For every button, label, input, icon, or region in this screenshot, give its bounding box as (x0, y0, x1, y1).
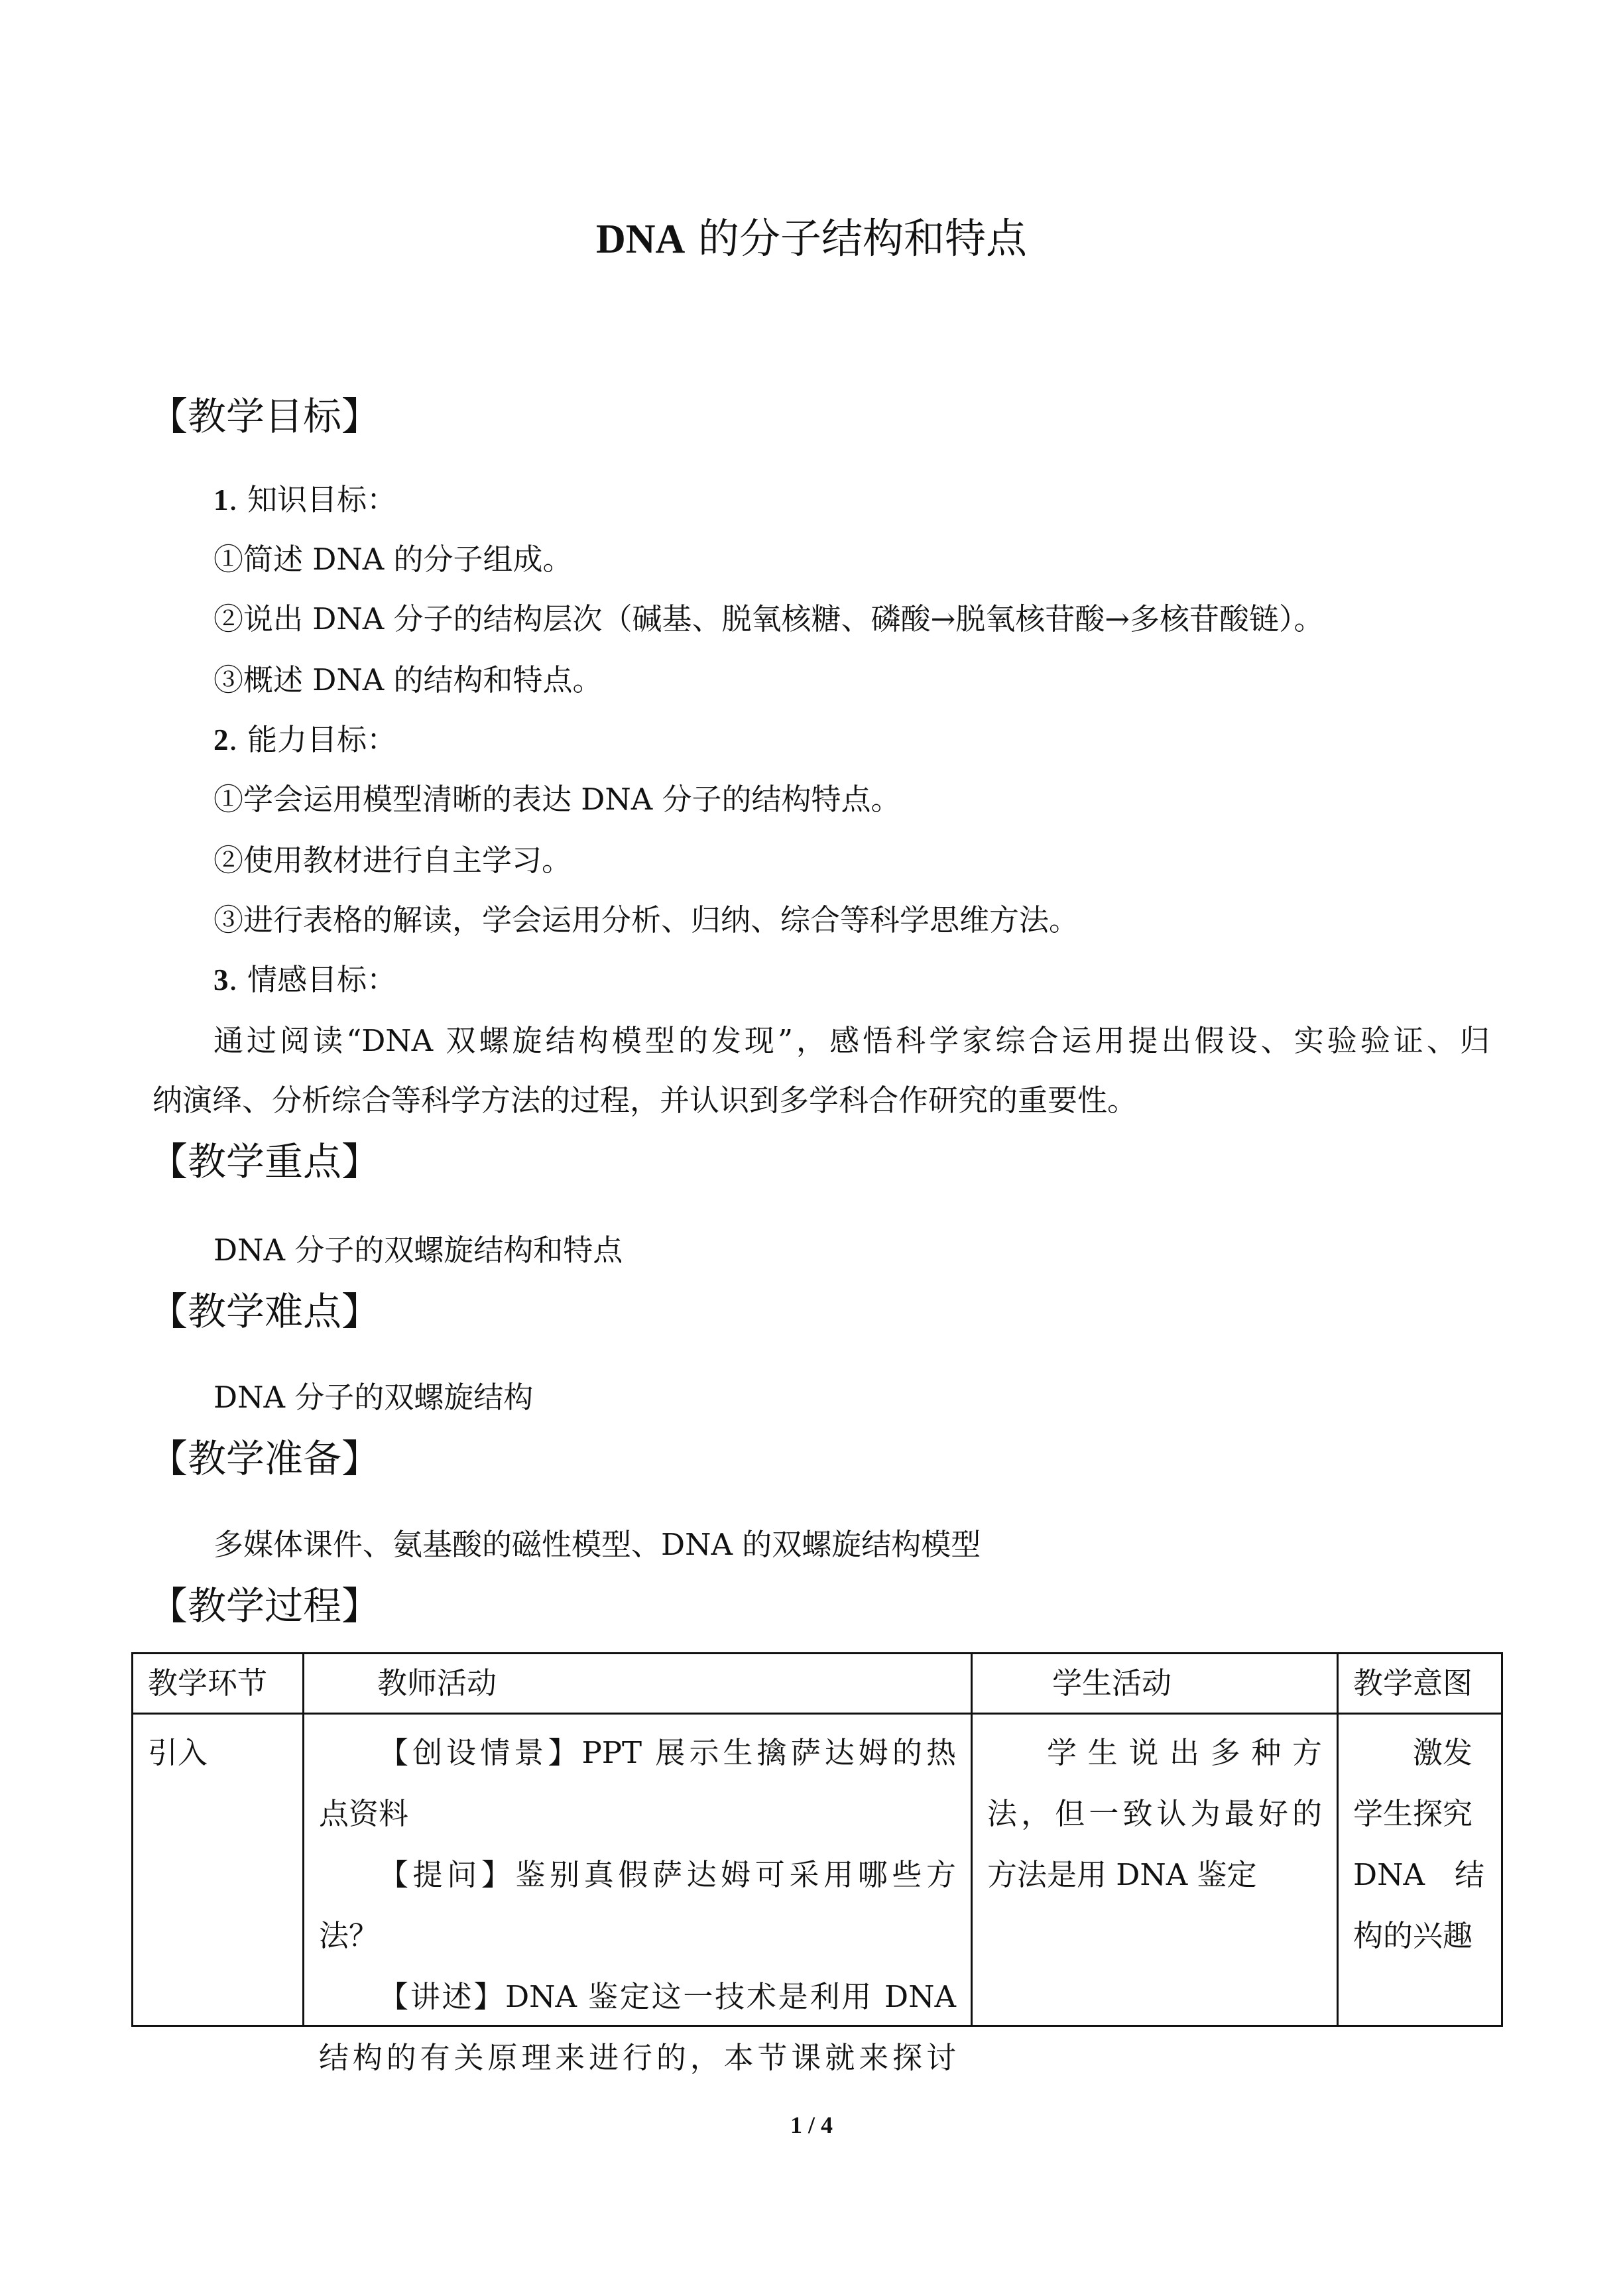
header-teacher: 教师活动 (304, 1654, 972, 1714)
ability-goal-number: 2 (213, 723, 229, 756)
knowledge-goal-number: 1 (213, 483, 229, 516)
knowledge-goal-text: . 知识目标： (228, 482, 397, 517)
header-stage: 教学环节 (133, 1654, 304, 1714)
section-heading-keypoints: 【教学重点】 (149, 1139, 381, 1184)
teacher-question-line-1: 【提问】鉴别真假萨达姆可采用哪些方 (379, 1857, 956, 1892)
ability-goal-2: ②使用教材进行自主学习。 (213, 843, 572, 878)
knowledge-goal-2: ②说出 DNA 分子的结构层次（碱基、脱氧核糖、磷酸→脱氧核苷酸→多核苷酸链）。 (213, 601, 1324, 636)
knowledge-goal-1: ①简述 DNA 的分子组成。 (213, 542, 573, 577)
teacher-body (319, 1715, 956, 2075)
ability-goal-text: . 能力目标： (228, 722, 397, 757)
table-row (133, 1714, 1502, 2026)
keypoints-text: DNA 分子的双螺旋结构和特点 (213, 1233, 623, 1268)
ability-goal-3: ③进行表格的解读，学会运用分析、归纳、综合等科学思维方法。 (213, 902, 1079, 937)
section-heading-process: 【教学过程】 (149, 1583, 381, 1628)
intent-line-3: DNA 结 (1353, 1857, 1484, 1892)
ability-goal-1: ①学会运用模型清晰的表达 DNA 分子的结构特点。 (213, 782, 901, 817)
teaching-process-table (131, 1652, 1503, 2075)
emotion-goal-text: . 情感目标： (228, 962, 397, 997)
teacher-situation-line-2: 点资料 (319, 1796, 409, 1831)
table-header-row (133, 1654, 1502, 1714)
ability-goal-label (213, 720, 396, 760)
cell-stage (133, 1714, 304, 2026)
header-intent: 教学意图 (1338, 1654, 1502, 1714)
intent-line-2: 学生探究 (1353, 1796, 1473, 1831)
student-line-1: 学 生 说 出 多 种 方 (1047, 1735, 1322, 1770)
section-heading-preparation: 【教学准备】 (149, 1436, 381, 1481)
page-title (0, 212, 1623, 266)
cell-student (972, 1714, 1338, 2026)
stage-body (148, 1715, 288, 2025)
student-line-3: 方法是用 DNA 鉴定 (987, 1857, 1257, 1892)
intent-line-4: 构的兴趣 (1353, 1918, 1473, 1953)
teacher-narration-line-1: 【讲述】DNA 鉴定这一技术是利用 DNA (379, 1979, 956, 2014)
section-heading-difficulties: 【教学难点】 (149, 1289, 381, 1334)
emotion-goal-number: 3 (213, 963, 229, 997)
student-body (987, 1715, 1322, 2025)
section-heading-objectives: 【教学目标】 (149, 394, 381, 439)
teacher-narration-line-2: 结构的有关原理来进行的，本节课就来探讨 (319, 2040, 956, 2075)
knowledge-goal-label (213, 480, 396, 520)
intent-line-1: 激发 (1413, 1735, 1473, 1770)
title-rest: 的分子结构和特点 (685, 214, 1028, 263)
preparation-text: 多媒体课件、氨基酸的磁性模型、DNA 的双螺旋结构模型 (213, 1527, 981, 1562)
knowledge-goal-3: ③概述 DNA 的结构和特点。 (213, 662, 603, 697)
emotion-goal-line-1: 通过阅读“DNA 双螺旋结构模型的发现”，感悟科学家综合运用提出假设、实验验证、归 (213, 1023, 1490, 1058)
cell-intent (1338, 1714, 1502, 2026)
cell-teacher (304, 1714, 972, 2075)
emotion-goal-label (213, 960, 396, 1000)
stage-text: 引入 (148, 1735, 208, 1770)
title-dna: DNA (595, 217, 686, 262)
page-number: 1 / 4 (790, 2112, 833, 2138)
teacher-question-line-2: 法？ (319, 1918, 379, 1953)
difficulties-text: DNA 分子的双螺旋结构 (213, 1380, 534, 1415)
header-student: 学生活动 (972, 1654, 1338, 1714)
teacher-situation-line-1: 【创设情景】PPT 展示生擒萨达姆的热 (379, 1735, 956, 1770)
intent-body (1353, 1715, 1486, 2025)
student-line-2: 法，但一致认为最好的 (987, 1796, 1322, 1831)
emotion-goal-line-2: 纳演绎、分析综合等科学方法的过程，并认识到多学科合作研究的重要性。 (152, 1083, 1138, 1118)
